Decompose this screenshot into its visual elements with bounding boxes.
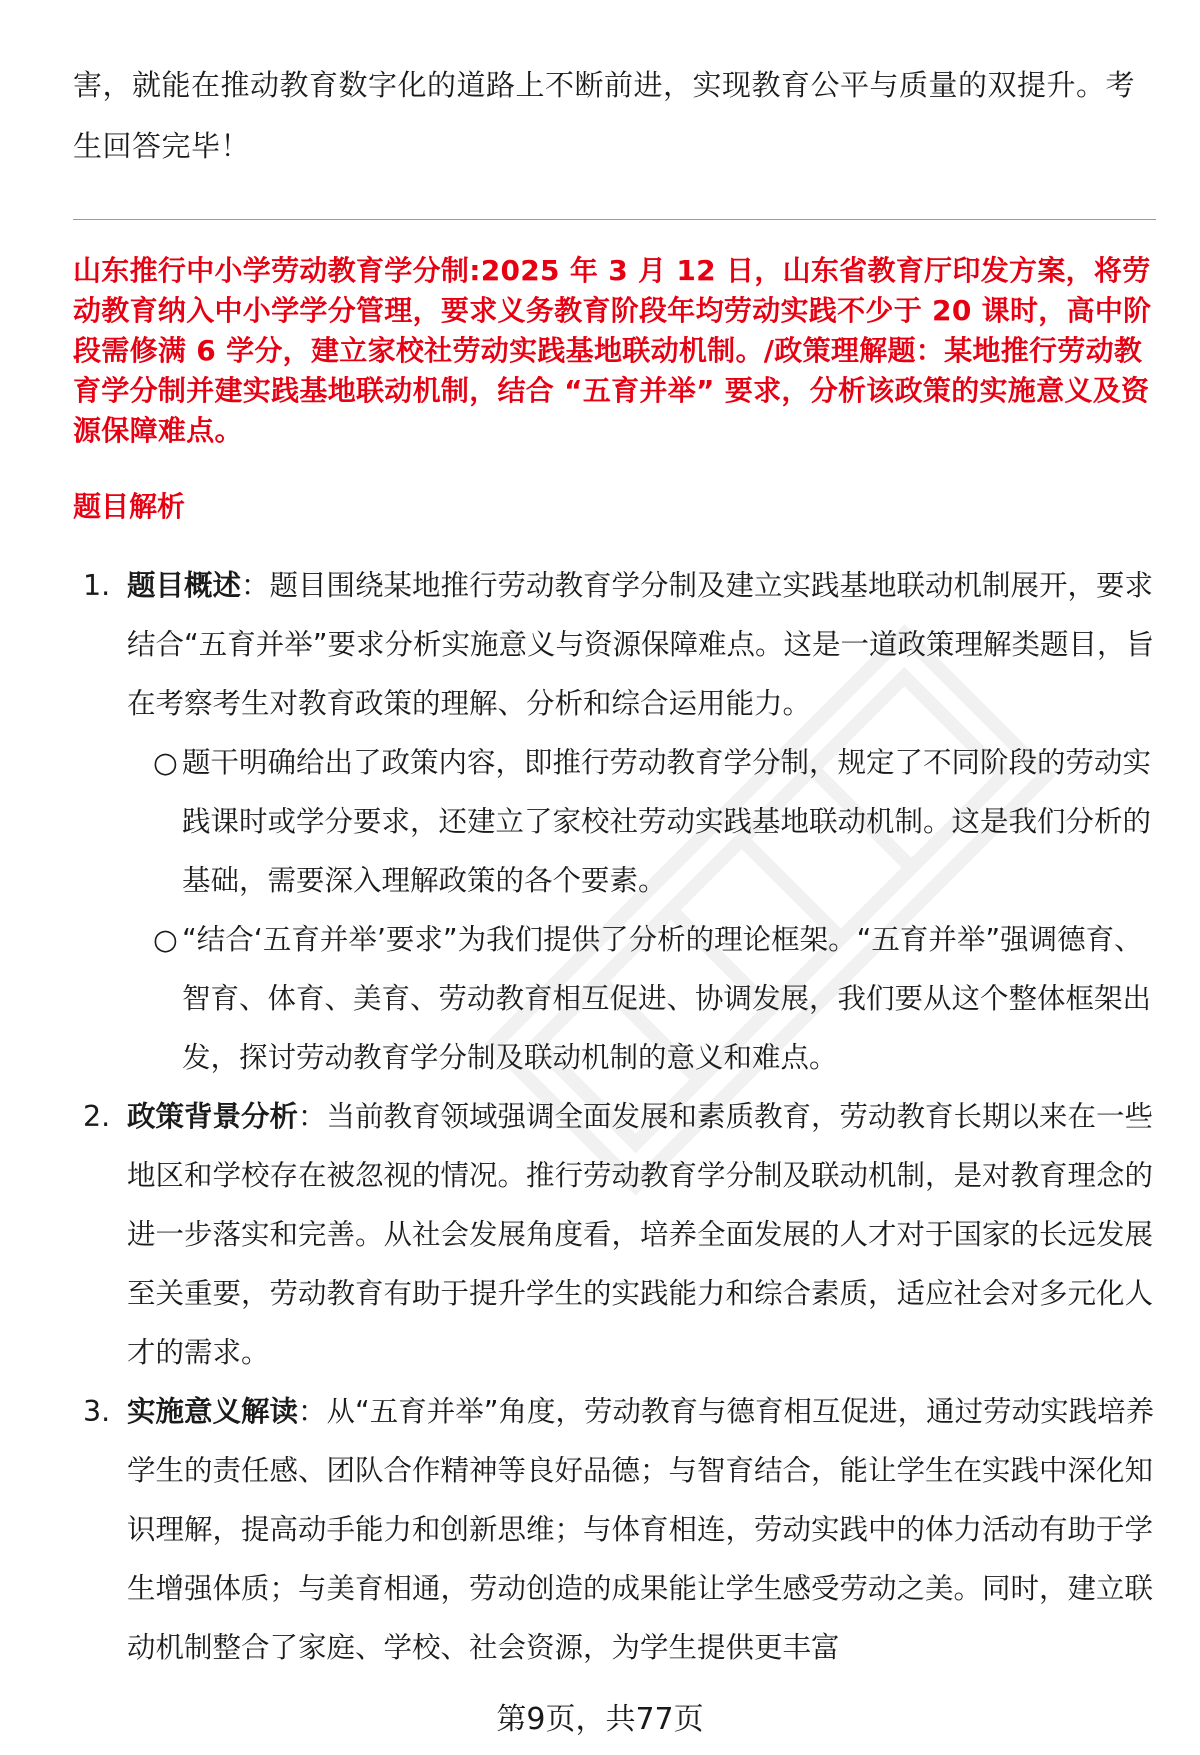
question-heading: 山东推行中小学劳动教育学分制:2025 年 3 月 12 日，山东省教育厅印发方案，将劳动教育纳入中小学学分管理，要求义务教育阶段年均劳动实践不少于 20 课时，高中阶段需修满 6 学分，建立家校社劳动实践基地联动机制。/政策理解题：某地推行劳动教育学分制并建实践基地联动机制，结合 “五育并举” 要求，分析该政策的实施意义及资源保障难点。 [73,254,1152,447]
sub-item-text: “结合‘五育并举’要求”为我们提供了分析的理论框架。“五育并举”强调德育、智育、体育、美育、劳动教育相互促进、协调发展，我们要从这个整体框架出发，探讨劳动教育学分制及联动机制的意义和难点。 [182,923,1152,1074]
intro-paragraph: 害，就能在推动教育数字化的道路上不断前进，实现教育公平与质量的双提升。考生回答完毕！ [73,68,1136,163]
list-item [73,1087,1158,1382]
sub-item-text: 题干明确给出了政策内容，即推行劳动教育学分制，规定了不同阶段的劳动实践课时或学分要求，还建立了家校社劳动实践基地联动机制。这是我们分析的基础，需要深入理解政策的各个要素。 [182,746,1152,897]
sub-item [127,910,1158,1087]
item-text: 题目围绕某地推行劳动教育学分制及建立实践基地联动机制展开，要求结合“五育并举”要求分析实施意义与资源保障难点。这是一道政策理解类题目，旨在考察考生对教育政策的理解、分析和综合运用能力。 [127,569,1155,720]
item-text: 当前教育领域强调全面发展和素质教育，劳动教育长期以来在一些地区和学校存在被忽视的情况。推行劳动教育学分制及联动机制，是对教育理念的进一步落实和完善。从社会发展角度看，培养全面发展的人才对于国家的长远发展至关重要，劳动教育有助于提升学生的实践能力和综合素质，适应社会对多元化人才的需求。 [127,1100,1154,1369]
item-number: 3. [83,1395,111,1428]
analysis-list [73,556,1158,1677]
list-item [73,1382,1158,1677]
item-number: 2. [83,1100,111,1133]
list-item [73,556,1158,1087]
item-number: 1. [83,569,111,602]
item-colon: ： [241,569,270,602]
item-term: 政策背景分析 [127,1100,299,1133]
section-title: 题目解析 [73,490,186,523]
divider [73,219,1156,220]
item-colon: ： [298,1100,327,1133]
item-term: 题目概述 [127,569,242,602]
item-term: 实施意义解读 [127,1395,299,1428]
page-footer: 第9页，共77页 [496,1702,704,1737]
hollow-bullet-icon: ○ [153,746,178,779]
item-colon: ： [298,1395,327,1428]
hollow-bullet-icon: ○ [153,923,178,956]
item-text: 从“五育并举”角度，劳动教育与德育相互促进，通过劳动实践培养学生的责任感、团队合作精神等良好品德；与智育结合，能让学生在实践中深化知识理解，提高动手能力和创新思维；与体育相连，劳动实践中的体力活动有助于学生增强体质；与美育相通，劳动创造的成果能让学生感受劳动之美。同时，建立联动机制整合了家庭、学校、社会资源，为学生提供更丰富 [127,1395,1155,1664]
sub-item [127,733,1158,910]
